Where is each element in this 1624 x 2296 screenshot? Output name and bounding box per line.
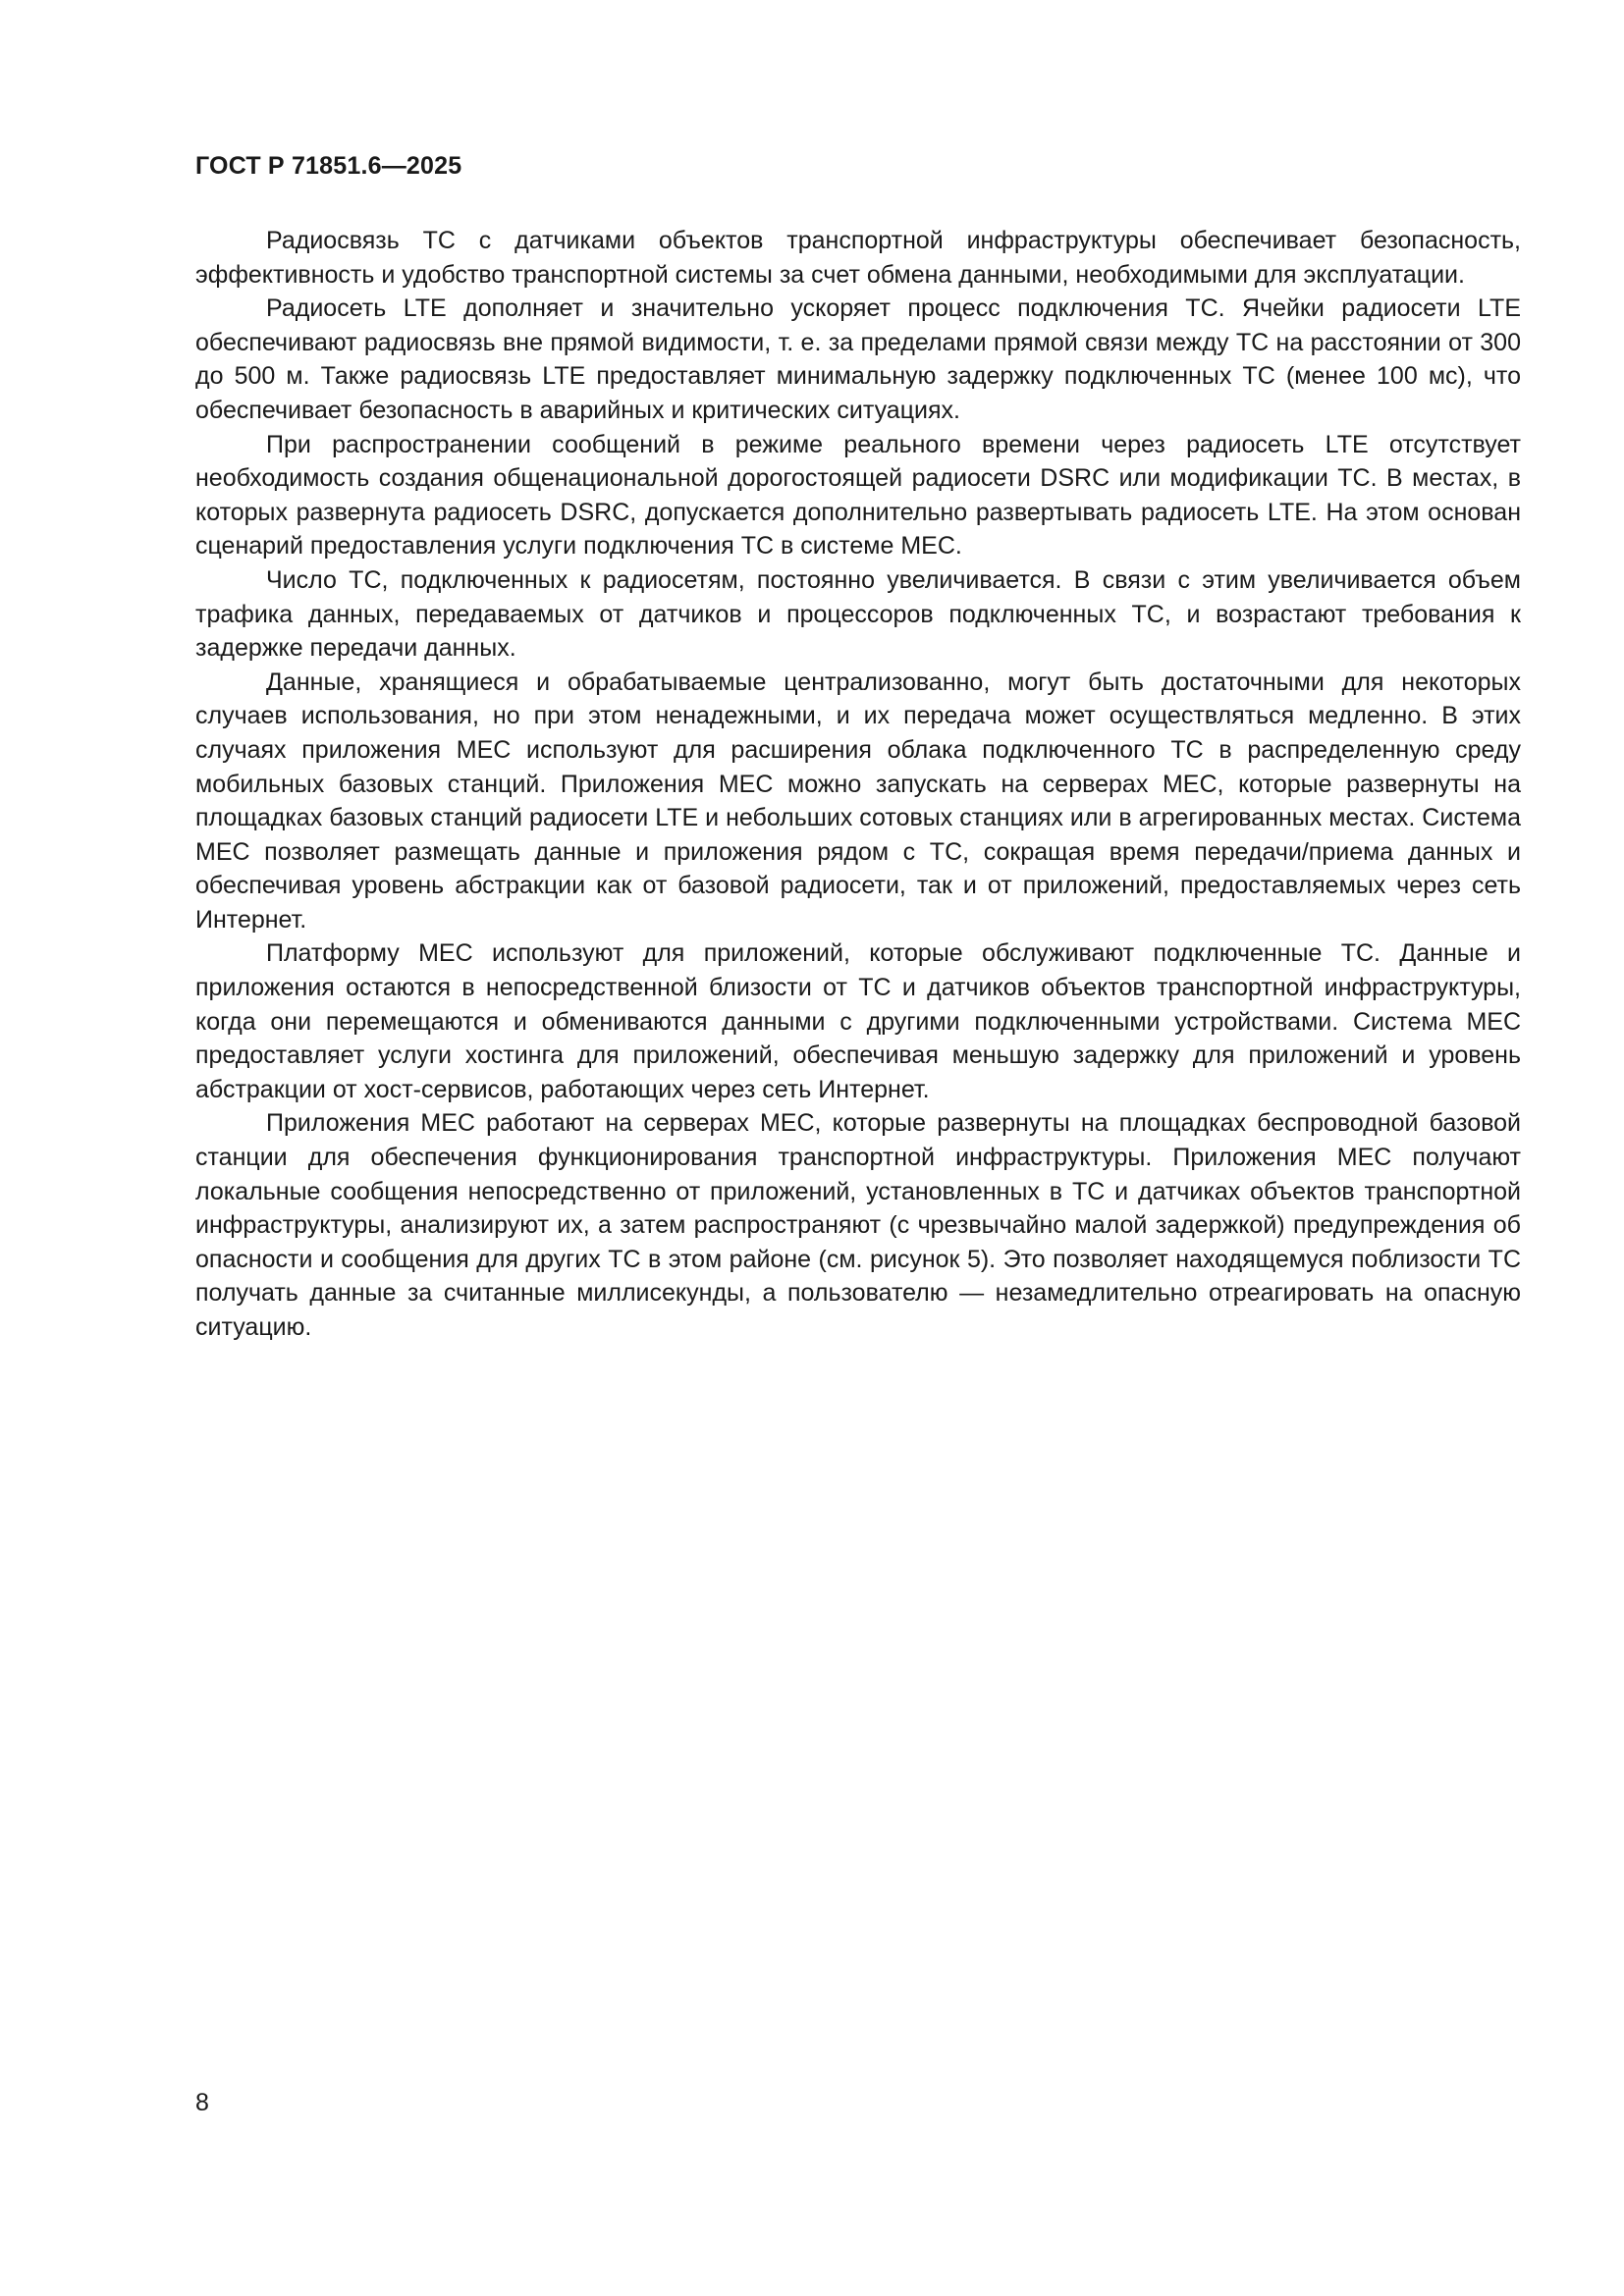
paragraph-1: Радиосвязь ТС с датчиками объектов транспортной инфраструктуры обеспечивает безопасность, эффективность и удобство транспортной системы за счет обмена данными, необходимыми для эксплуатации. [195, 227, 1521, 289]
page-number: 8 [195, 2089, 209, 2116]
document-body [195, 224, 1521, 1345]
paragraph-2: Радиосеть LTE дополняет и значительно ускоряет процесс подключения ТС. Ячейки радиосети LTE обеспечивают радиосвязь вне прямой видимости, т. е. за пределами прямой связи между ТС на расстоянии от 300 до 500 м. Также радиосвязь LTE предоставляет минимальную задержку подключенных ТС (менее 100 мс), что обеспечивает безопасность в аварийных и критических ситуациях. [195, 294, 1521, 424]
paragraph-7: Приложения МЕС работают на серверах МЕС, которые развернуты на площадках беспроводной базовой станции для обеспечения функционирования транспортной инфраструктуры. Приложения МЕС получают локальные сообщения непосредственно от приложений, установленных в ТС и датчиках объектов транспортной инфраструктуры, анализируют их, а затем распространяют (с чрезвычайно малой задержкой) предупреждения об опасности и сообщения для других ТС в этом районе (см. рисунок 5). Это позволяет находящемуся поблизости ТС получать данные за считанные миллисекунды, а пользователю — незамедлительно отреагировать на опасную ситуацию. [195, 1109, 1521, 1341]
paragraph-5: Данные, хранящиеся и обрабатываемые централизованно, могут быть достаточными для некоторых случаев использования, но при этом ненадежными, и их передача может осуществляться медленно. В этих случаях приложения МЕС используют для расширения облака подключенного ТС в распределенную среду мобильных базовых станций. Приложения МЕС можно запускать на серверах МЕС, которые развернуты на площадках базовых станций радиосети LTE и небольших сотовых станциях или в агрегированных местах. Система МЕС позволяет размещать данные и приложения рядом с ТС, сокращая время передачи/приема данных и обеспечивая уровень абстракции как от базовой радиосети, так и от приложений, предоставляемых через сеть Интернет. [195, 667, 1521, 934]
paragraph-3: При распространении сообщений в режиме реального времени через радиосеть LTE отсутствует необходимость создания общенациональной дорогостоящей радиосети DSRC или модификации ТС. В местах, в которых развернута радиосеть DSRC, допускается дополнительно развертывать радиосеть LTE. На этом основан сценарий предоставления услуги подключения ТС в системе МЕС. [195, 430, 1521, 561]
paragraph-4: Число ТС, подключенных к радиосетям, постоянно увеличивается. В связи с этим увеличивается объем трафика данных, передаваемых от датчиков и процессоров подключенных ТС, и возрастают требования к задержке передачи данных. [195, 565, 1521, 663]
paragraph-6: Платформу МЕС используют для приложений, которые обслуживают подключенные ТС. Данные и приложения остаются в непосредственной близости от ТС и датчиков объектов транспортной инфраструктуры, когда они перемещаются и обмениваются данными с другими подключенными устройствами. Система МЕС предоставляет услуги хостинга для приложений, обеспечивая меньшую задержку для приложений и уровень абстракции от хост-сервисов, работающих через сеть Интернет. [195, 939, 1521, 1103]
document-header: ГОСТ Р 71851.6—2025 [195, 152, 462, 180]
